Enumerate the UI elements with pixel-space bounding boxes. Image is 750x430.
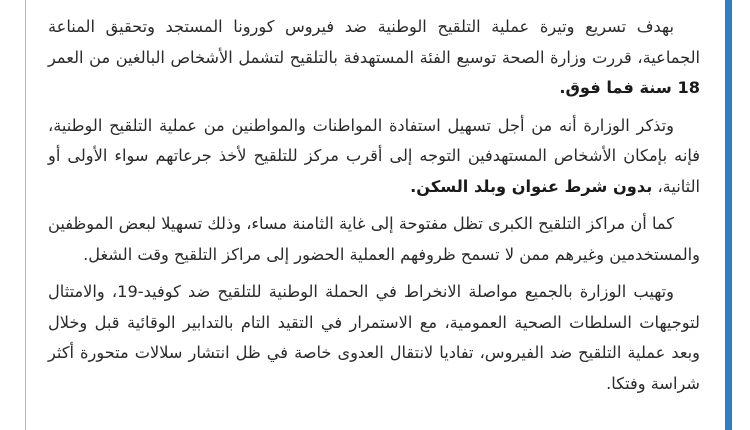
paragraph-4 — [48, 277, 700, 399]
announcement-text — [48, 12, 700, 399]
page-border-right — [725, 0, 732, 430]
paragraph-1 — [48, 12, 700, 104]
paragraph-4-text: وتهيب الوزارة بالجميع مواصلة الانخراط في الحملة الوطنية للتلقيح ضد كوفيد-19، والامتثال لتوجيهات السلطات الصحية العمومية، مع الاستمرار في التقيد التام بالتدابير الوقائية قبل وخلال وبعد عملية التلقيح ضد الفيروس، تفاديا لانتقال العدوى خاصة في ظل انتشار سلالات متحورة أكثر شراسة وفتكا. — [48, 282, 700, 393]
paragraph-2-text: وتذكر الوزارة أنه من أجل تسهيل استفادة المواطنات والمواطنين من عملية التلقيح الوطنية، فإنه بإمكان الأشخاص المستهدفين التوجه إلى أقرب مركز للتلقيح لأخذ جرعاتهم سواء الأولى أو الثانية، — [48, 115, 700, 196]
paragraph-3-text: كما أن مراكز التلقيح الكبرى تظل مفتوحة إلى غاية الثامنة مساء، وذلك تسهيلا لبعض الموظفين والمستخدمين وغيرهم ممن لا تسمح ظروفهم العملية الحضور إلى مراكز التلقيح وقت الشغل. — [48, 214, 700, 264]
page-border-left — [25, 0, 26, 430]
paragraph-2 — [48, 111, 700, 203]
paragraph-1-bold: 18 سنة فما فوق. — [559, 78, 700, 97]
paragraph-3 — [48, 209, 700, 270]
paragraph-1-text: بهدف تسريع وتيرة عملية التلقيح الوطنية ضد فيروس كورونا المستجد وتحقيق المناعة الجماعية، قررت وزارة الصحة توسيع الفئة المستهدفة بالتلقيح لتشمل الأشخاص البالغين من العمر — [48, 17, 700, 67]
paragraph-2-bold: بدون شرط عنوان وبلد السكن. — [410, 176, 653, 196]
